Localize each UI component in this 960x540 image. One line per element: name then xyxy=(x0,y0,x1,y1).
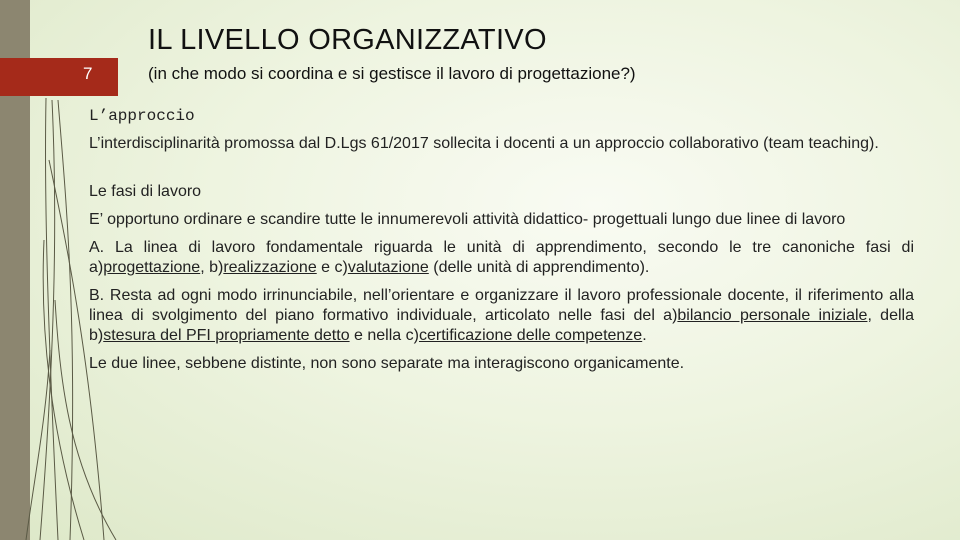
line-a-text: e c) xyxy=(316,259,348,276)
slide-number: 7 xyxy=(83,64,93,83)
line-a-valutazione: valutazione xyxy=(347,259,429,276)
slide-subtitle: (in che modo si coordina e si gestisce il lavoro di progettazione?) xyxy=(148,64,636,83)
conclusion-paragraph: Le due linee, sebbene distinte, non sono separate ma interagiscono organicamente. xyxy=(89,355,685,372)
line-a-realizzazione: realizzazione xyxy=(223,259,317,276)
line-a-text: , b) xyxy=(200,259,224,276)
line-b-text: . xyxy=(642,327,647,344)
line-b-certificazione: certificazione delle competenze xyxy=(418,327,643,344)
line-a-text: (delle unità di apprendimento). xyxy=(428,259,650,276)
line-b-text: , della b) xyxy=(89,307,914,344)
slide-body xyxy=(89,106,914,374)
line-b-paragraph xyxy=(89,286,914,346)
line-b-text: B. Resta ad ogni modo irrinunciabile, nell’orientare e organizzare il lavoro professionale docente, il riferimento alla linea di svolgimento del piano formativo individuale, articolato nelle fasi del a) xyxy=(89,287,914,324)
line-a-progettazione: progettazione xyxy=(103,259,201,276)
line-b-stesura-pfi: stesura del PFI propriamente detto xyxy=(103,327,350,344)
approach-heading: L’approccio xyxy=(89,107,195,125)
line-a-paragraph xyxy=(89,238,914,278)
slide-number-tab xyxy=(0,58,118,96)
approach-paragraph: L’interdisciplinarità promossa dal D.Lgs 61/2017 sollecita i docenti a un approccio collaborativo (team teaching). xyxy=(89,135,879,152)
line-b-bilancio: bilancio personale iniziale xyxy=(677,307,868,324)
line-b-text: e nella c) xyxy=(349,327,419,344)
slide-title: IL LIVELLO ORGANIZZATIVO xyxy=(148,24,547,56)
phases-intro-paragraph: E’ opportuno ordinare e scandire tutte le innumerevoli attività didattico- progettuali lungo due linee di lavoro xyxy=(89,211,846,228)
phases-heading: Le fasi di lavoro xyxy=(89,183,202,200)
line-a-text: A. La linea di lavoro fondamentale riguarda le unità di apprendimento, secondo le tre canoniche fasi di a) xyxy=(89,239,914,276)
